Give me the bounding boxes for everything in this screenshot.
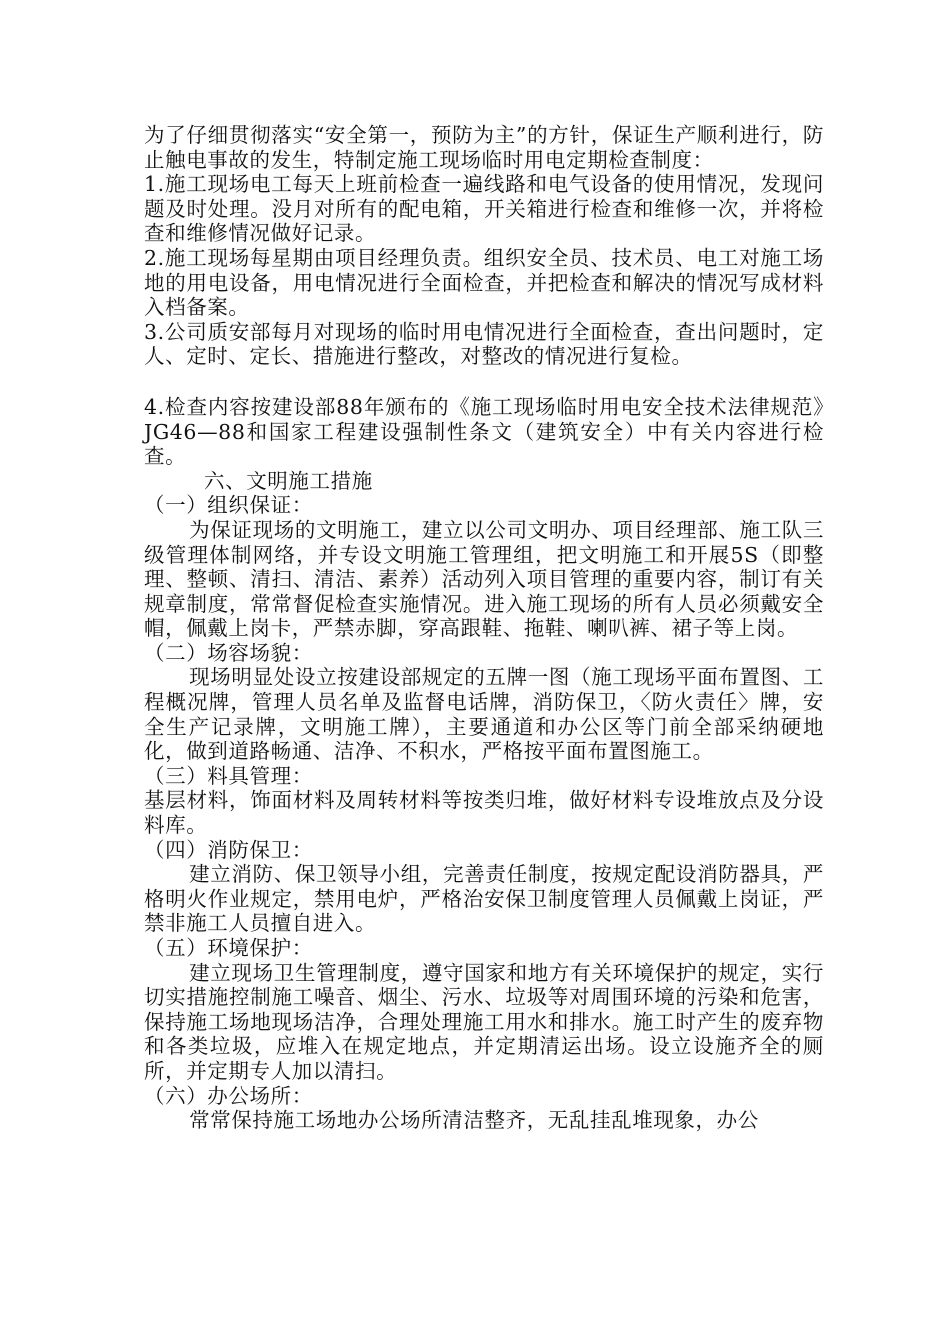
subsection-body: 基层材料，饰面材料及周转材料等按类归堆，做好材料专设堆放点及分设料库。: [144, 788, 824, 838]
paragraph-gap: [144, 369, 824, 395]
subsection-heading: （二）场容场貌：: [144, 640, 313, 665]
section-title: 六、文明施工措施: [204, 468, 373, 493]
intro-paragraph: 为了仔细贯彻落实“安全第一，预防为主”的方针，保证生产顺利进行，防止触电事故的发生，特制定施工现场临时用电定期检查制度：: [144, 123, 824, 172]
subsection-body: 常常保持施工场地办公场所清洁整齐，无乱挂乱堆现象，办公: [189, 1108, 759, 1133]
subsection-heading: （六）办公场所：: [144, 1083, 313, 1108]
subsection-heading: （五）环境保护：: [144, 936, 313, 960]
check-item-3: 3.公司质安部每月对现场的临时用电情况进行全面检查，查出问题时，定人、定时、定长、措施进行整改，对整改的情况进行复检。: [144, 319, 824, 369]
check-item-2: 2.施工现场每星期由项目经理负责。组织安全员、技术员、电工对施工场地的用电设备，用电情况进行全面检查，并把检查和解决的情况写成材料入档备案。: [144, 245, 824, 320]
subsection-body: 建立消防、保卫领导小组，完善责任制度，按规定配设消防器具，严格明火作业规定，禁用电炉，严格治安保卫制度管理人员佩戴上岗证，严禁非施工人员擅自进入。: [144, 862, 824, 936]
subsection-body: 建立现场卫生管理制度，遵守国家和地方有关环境保护的规定，实行切实措施控制施工噪音、烟尘、污水、垃圾等对周围环境的污染和危害，保持施工场地现场洁净，合理处理施工用水和排水。施工时产生的废弃物和各类垃圾，应堆入在规定地点，并定期清运出场。设立设施齐全的厕所，并定期专人加以清扫。: [144, 960, 824, 1083]
subsection-heading: （四）消防保卫：: [144, 837, 313, 862]
check-item-4: 4.检查内容按建设部88年颁布的《施工现场临时用电安全技术法律规范》JG46—88和国家工程建设强制性条文（建筑安全）中有关内容进行检查。: [144, 394, 824, 469]
subsection-heading: （一）组织保证：: [144, 493, 313, 518]
subsection-heading: （三）料具管理：: [144, 763, 313, 788]
subsection-body: 现场明显处设立按建设部规定的五牌一图（施工现场平面布置图、工程概况牌，管理人员名单及监督电话牌，消防保卫，〈防火责任〉牌，安全生产记录牌，文明施工牌），主要通道和办公区等门前全部采纳硬地化，做到道路畅通、洁净、不积水，严格按平面布置图施工。: [144, 665, 824, 764]
check-item-1: 1.施工现场电工每天上班前检查一遍线路和电气设备的使用情况，发现问题及时处理。没月对所有的配电箱，开关箱进行检查和维修一次，并将检查和维修情况做好记录。: [144, 172, 824, 246]
document-body: [144, 123, 824, 1133]
subsection-body: 为保证现场的文明施工，建立以公司文明办、项目经理部、施工队三级管理体制网络，并专设文明施工管理组，把文明施工和开展5S（即整理、整顿、清扫、清洁、素养）活动列入项目管理的重要内容，制订有关规章制度，常常督促检查实施情况。进入施工现场的所有人员必须戴安全帽，佩戴上岗卡，严禁赤脚，穿高跟鞋、拖鞋、喇叭裤、裙子等上岗。: [144, 517, 824, 641]
